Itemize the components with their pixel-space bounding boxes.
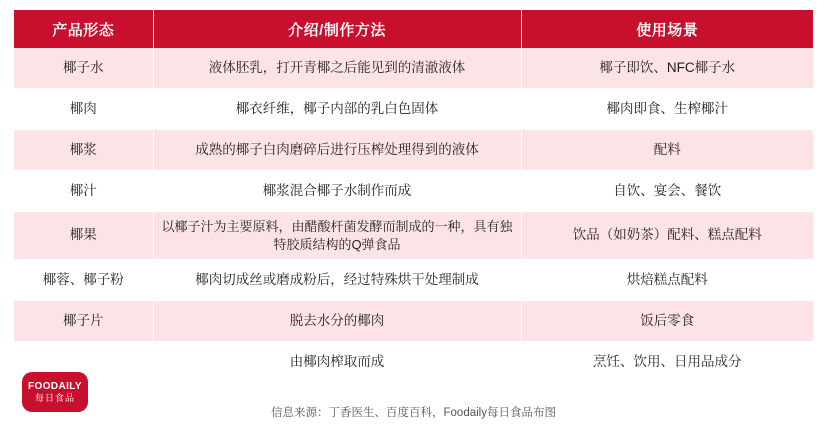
foodaily-logo	[22, 372, 88, 412]
cell-form: 椰浆	[14, 130, 153, 171]
cell-method: 脱去水分的椰肉	[153, 301, 521, 342]
table-row	[14, 130, 813, 171]
cell-form: 椰子水	[14, 48, 153, 89]
cell-form: 椰蓉、椰子粉	[14, 260, 153, 301]
cell-method: 以椰子汁为主要原料，由醋酸杆菌发酵而制成的一种，具有独特胶质结构的Q弹食品	[153, 212, 521, 260]
column-header-form: 产品形态	[14, 10, 153, 48]
cell-scene: 自饮、宴会、餐饮	[521, 171, 813, 212]
source-row	[14, 383, 813, 437]
table-row	[14, 89, 813, 130]
cell-method: 由椰肉榨取而成	[153, 342, 521, 383]
cell-method: 椰衣纤维，椰子内部的乳白色固体	[153, 89, 521, 130]
cell-scene: 烹饪、饮用、日用品成分	[521, 342, 813, 383]
cell-scene: 饮品（如奶茶）配料、糕点配料	[521, 212, 813, 260]
logo-line-1: FOODAILY	[28, 380, 82, 392]
logo-badge	[22, 372, 88, 412]
table-row	[14, 212, 813, 260]
table-body	[14, 48, 813, 437]
logo-line-2: 每日食品	[34, 392, 75, 403]
cell-method: 液体胚乳，打开青椰之后能见到的清澈液体	[153, 48, 521, 89]
table-row	[14, 342, 813, 383]
header-row	[14, 10, 813, 48]
table-row	[14, 171, 813, 212]
cell-scene: 饭后零食	[521, 301, 813, 342]
cell-method: 椰浆混合椰子水制作而成	[153, 171, 521, 212]
product-forms-table	[14, 10, 813, 437]
table-row	[14, 301, 813, 342]
cell-method: 椰肉切成丝或磨成粉后，经过特殊烘干处理制成	[153, 260, 521, 301]
table-row	[14, 260, 813, 301]
cell-form: 椰果	[14, 212, 153, 260]
column-header-scene: 使用场景	[521, 10, 813, 48]
source-note: 信息来源：丁香医生、百度百科，Foodaily每日食品布图	[14, 383, 813, 437]
cell-scene: 椰子即饮、NFC椰子水	[521, 48, 813, 89]
column-header-method: 介绍/制作方法	[153, 10, 521, 48]
table-header	[14, 10, 813, 48]
cell-scene: 配料	[521, 130, 813, 171]
table-row	[14, 48, 813, 89]
cell-scene: 椰肉即食、生榨椰汁	[521, 89, 813, 130]
cell-form: 椰肉	[14, 89, 153, 130]
cell-method: 成熟的椰子白肉磨碎后进行压榨处理得到的液体	[153, 130, 521, 171]
cell-form: 椰子片	[14, 301, 153, 342]
cell-scene: 烘焙糕点配料	[521, 260, 813, 301]
cell-form: 椰汁	[14, 171, 153, 212]
